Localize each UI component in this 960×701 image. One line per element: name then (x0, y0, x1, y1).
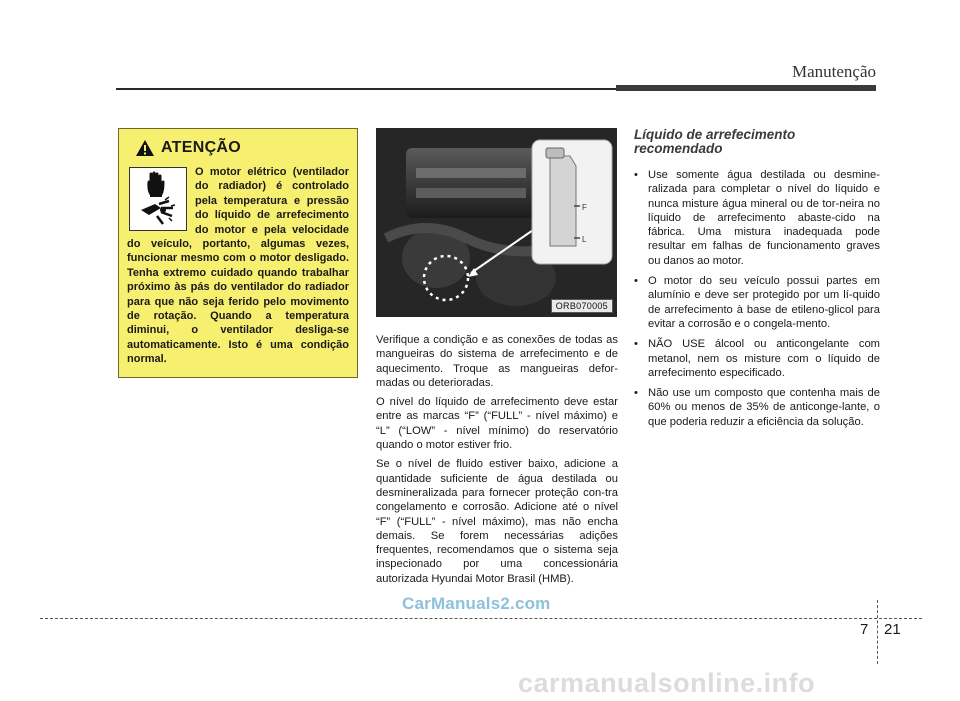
watermark-link[interactable]: CarManuals2.com (402, 594, 551, 613)
section-title: Manutenção (791, 62, 876, 81)
warning-title: ATENÇÃO (161, 139, 242, 156)
low-mark-label: L (582, 235, 587, 244)
list-item: • NÃO USE álcool ou anticongelante com metanol, nem os misture com o líquido de arrefecimento especificado. (628, 337, 880, 380)
engine-illustration (376, 128, 617, 317)
list-item: • Use somente água destilada ou desmine-ralizada para completar o nível do líquido e nunca misture água mineral ou de tor-neira no líquido de arrefecimento abaste-cido na fábrica. Uma mistura inadequada pode resultar em falhas de funcionamento graves ou danos ao motor. (628, 168, 880, 268)
watermark-footer: carmanualsonline.info (518, 668, 816, 698)
full-mark-label: F (582, 203, 587, 212)
coolant-bullets (628, 168, 880, 429)
coolant-heading: Líquido de arrefecimento recomendado (634, 127, 796, 156)
figure-code: ORB070005 (551, 299, 613, 313)
list-item: • Não use um composto que contenha mais de 60% ou menos de 35% de anticonge-lante, o que poderia reduzir a eficiência da solução. (628, 386, 880, 429)
list-item: • O motor do seu veículo possui partes em alumínio e deve ser protegido por um lí-quido de arrefecimento à base de etileno-glicol para evitar a corrosão e o congela-mento. (628, 274, 880, 331)
warning-triangle-icon (135, 139, 155, 157)
fan-hazard-icon (129, 167, 187, 231)
paragraph: Se o nível de fluido estiver baixo, adicione a quantidade suficiente de água destilada ou desmineralizada para fornecer proteção con-tra congelamento e corrosão. Adicione até o nível “F” (“FULL” - nível máximo), mas não encha demais. Se forem necessárias adições frequentes, recomendamos que o sistema seja inspecionado por uma concessionária autorizada Hyundai Motor Brasil (HMB). (376, 458, 618, 585)
warning-body (127, 165, 349, 367)
chapter-number: 7 (860, 621, 869, 638)
warning-text: O motor elétrico (ventilador do radiador) é controlado pela temperatura e pressão do líquido de arrefecimento do motor e pela velocidade do veículo, portanto, algumas vezes, funcionar mesmo com o motor desligado. Tenha extremo cuidado quando trabalhar próximo às pás do ventilador do radiador para que não seja ferido pelo movimento de rotação. Quando a temperatura diminui, o ventilador desliga-se automaticamente. Isto é uma condição normal. (127, 166, 349, 366)
right-text-column (628, 128, 880, 435)
hand-fan-icon (135, 170, 181, 228)
warning-box (118, 128, 358, 378)
middle-text-column (376, 333, 618, 591)
header-rule-accent (616, 85, 876, 91)
paragraph: Verifique a condição e as conexões de todas as mangueiras do sistema de arrefecimento e de aquecimento. Troque as mangueiras defor-madas ou deterioradas. (376, 334, 618, 389)
engine-bay-figure (376, 128, 617, 317)
warning-header (135, 135, 349, 161)
page-number-divider (877, 600, 878, 664)
paragraph: O nível do líquido de arrefecimento deve estar entre as marcas “F” (“FULL” - nível máximo) e “L” (“LOW” - nível mínimo) do reservatório quando o motor estiver frio. (376, 396, 618, 452)
footer-divider (40, 618, 922, 619)
page-number: 21 (884, 621, 901, 638)
